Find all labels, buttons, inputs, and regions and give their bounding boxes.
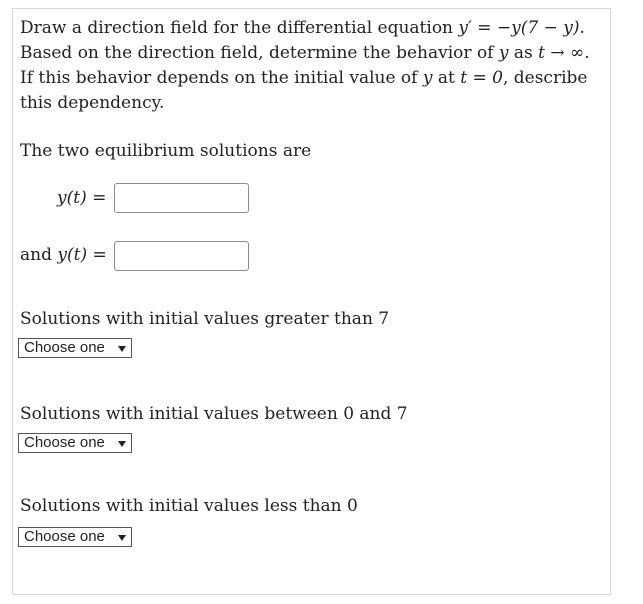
question-greater-than-7: Solutions with initial values greater than 7 xyxy=(20,309,390,329)
equilibrium-intro: The two equilibrium solutions are xyxy=(20,141,312,161)
equilibrium-answer-1[interactable] xyxy=(114,183,249,213)
question-between-0-and-7: Solutions with initial values between 0 and 7 xyxy=(20,404,408,424)
chevron-down-icon xyxy=(118,535,126,541)
limit-expression: t → ∞ xyxy=(538,43,585,63)
prompt-line-4: this dependency. xyxy=(20,93,165,113)
equilibrium-label-1: y(t) = xyxy=(57,188,107,208)
differential-equation: y′ = −y(7 − y) xyxy=(458,18,580,38)
prompt-line-3: If this behavior depends on the initial value of y at t = 0, describe xyxy=(20,68,588,88)
initial-time-expression: t = 0 xyxy=(460,68,503,88)
prompt-line-2: Based on the direction field, determine the behavior of y as t → ∞. xyxy=(20,43,590,63)
chevron-down-icon xyxy=(118,346,126,352)
behavior-select-less-than-0[interactable]: Choose one xyxy=(18,527,132,547)
behavior-select-greater-than-7[interactable]: Choose one xyxy=(18,338,132,358)
behavior-select-between-0-and-7[interactable]: Choose one xyxy=(18,433,132,453)
prompt-line-1: Draw a direction field for the differential equation y′ = −y(7 − y). xyxy=(20,18,585,38)
equilibrium-answer-2[interactable] xyxy=(114,241,249,271)
question-prompt xyxy=(20,16,610,116)
equilibrium-label-2: y(t) = xyxy=(57,245,107,265)
equilibrium-label-2-row: and y(t) = xyxy=(20,245,107,265)
chevron-down-icon xyxy=(118,441,126,447)
question-less-than-0: Solutions with initial values less than 0 xyxy=(20,496,358,516)
